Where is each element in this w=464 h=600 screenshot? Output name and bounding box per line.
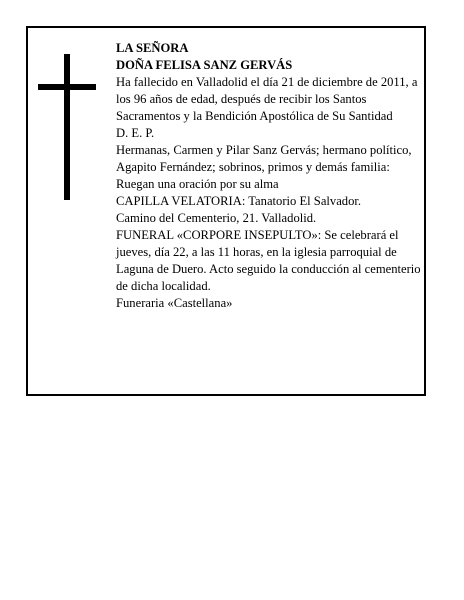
chapel-line-1: CAPILLA VELATORIA: Tanatorio El Salvador. [116,194,362,208]
obituary-notice [26,26,426,396]
prayer-request: Ruegan una oración por su alma [116,177,279,191]
rip-line: D. E. P. [116,126,155,140]
title-line-1: LA SEÑORA [116,41,189,55]
family-members: Hermanas, Carmen y Pilar Sanz Gervás; hermano político, Agapito Fernández; sobrinos, primos y demás familia: [116,143,412,174]
chapel-line-2: Camino del Cementerio, 21. Valladolid. [116,211,317,225]
deceased-name: DOÑA FELISA SANZ GERVÁS [116,58,293,72]
cross-horizontal-bar [38,84,96,90]
funeral-details: FUNERAL «CORPORE INSEPULTO»: Se celebrará el jueves, día 22, a las 11 horas, en la iglesia parroquial de Laguna de Duero. Acto seguido la conducción al cementerio de dicha localidad. [116,228,421,293]
funeral-home: Funeraria «Castellana» [116,296,233,310]
latin-cross-icon [38,54,96,200]
notice-text [116,40,422,312]
announcement: Ha fallecido en Valladolid el día 21 de diciembre de 2011, a los 96 años de edad, después de recibir los Santos Sacramentos y la Bendición Apostólica de Su Santidad [116,75,418,123]
cross-vertical-bar [64,54,70,200]
